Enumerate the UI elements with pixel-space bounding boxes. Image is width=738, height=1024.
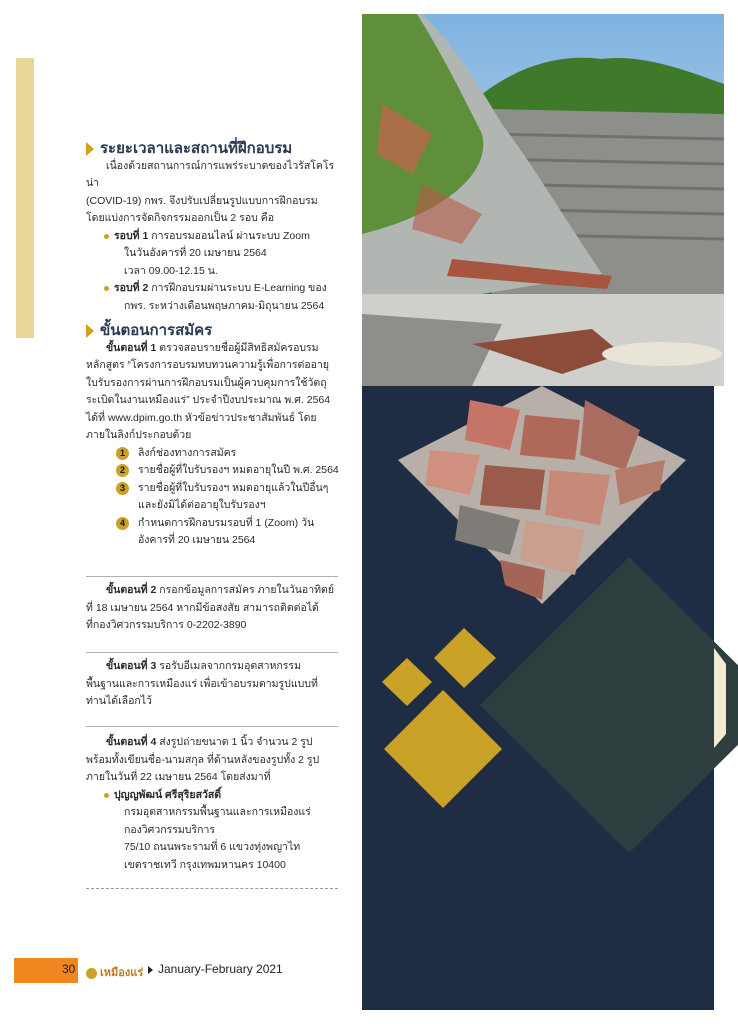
address-line: กรมอุตสาหกรรมพื้นฐานและการเหมืองแร่ [124,806,311,818]
number-badge: 4 [116,517,129,530]
logo-icon [86,968,97,979]
list-item: 3 รายชื่อผู้ที่ใบรับรองฯ หมดอายุแล้วในปีอื่นๆ [86,480,340,498]
page-number: 30 [62,962,76,976]
round-2: รอบที่ 2 การฝึกอบรมผ่านระบบ E-Learning ของ [86,280,340,298]
cream-edge-shape [714,648,726,748]
registration-steps-section: ขั้นตอนการสมัคร ขั้นตอนที่ 1 ตรวจสอบรายชื่อผู้มีสิทธิสมัครอบรม หลักสูตร “โครงการอบรมทบทวนความรู้เพื่อการต่ออายุ ใบรับรองการผ่านการฝึกอบรมเป็นผู้ควบคุมการใช้วัตถุ ระเบิดในงานเหมืองแร่” ประจำปีงบประมาณ พ.ศ. 2564 ได้ที่ www.dpim.go.th หัวข้อข่าวประชาสัมพันธ์ โดย ภายในลิงก์ประกอบด้วย 1 ลิงก์ช่องทางการสมัคร 2 รายชื่อผู้ที่ใบรับรองฯ หมดอายุในปี พ.ศ. 2564 3 รายชื่อผู้ที่ใบรับรองฯ หมดอายุแล้วในปีอื่นๆ และยังมิได้ต่ออายุใบรับรองฯ 4 กำหนดการฝึกอบรมรอบที่ 1 (Zoom) วัน อังคารที่ 20 เมษายน 2564 [86,322,339,546]
step-4: ขั้นตอนที่ 4 ส่งรูปถ่ายขนาด 1 นิ้ว จำนวน 2 รูป พร้อมทั้งเขียนชื่อ-นามสกุล ที่ด้านหลังของรูปทั้ง 2 รูป ภายในวันที่ 22 เมษายน 2564 โดยส่งมาที่ ปุญญพัฒน์ ศรีสุริยสวัสดิ์ กรมอุตสาหกรรมพื้นฐานและการเหมืองแร่ กองวิศวกรรมบริการ 75/10 ถนนพระรามที่ 6 แขวงทุ่งพญาไท เขตราชเทวี กรุงเทพมหานคร 10400 [86,734,340,874]
intro-line: เนื่องด้วยสถานการณ์การแพร่ระบาดของไวรัสโคโรน่า [86,159,335,189]
number-badge: 3 [116,482,129,495]
list-item: 2 รายชื่อผู้ที่ใบรับรองฯ หมดอายุในปี พ.ศ. 2564 [86,462,340,480]
intro-line: (COVID-19) กพร. จึงปรับเปลี่ยนรูปแบบการฝึกอบรม [86,194,318,207]
number-badge: 1 [116,447,129,460]
gold-diamond-small [434,628,496,688]
step-2: ขั้นตอนที่ 2 กรอกข้อมูลการสมัคร ภายในวันอาทิตย์ ที่ 18 เมษายน 2564 หากมีข้อสงสัย สามารถติดต่อได้ ที่กองวิศวกรรมบริการ 0-2202-3890 [86,584,335,631]
round-1: รอบที่ 1 การอบรมออนไลน์ ผ่านระบบ Zoom [86,228,340,246]
section-heading: ขั้นตอนการสมัคร [86,322,340,340]
list-item: 4 กำหนดการฝึกอบรมรอบที่ 1 (Zoom) วัน [86,515,340,533]
triangle-icon [148,966,153,974]
gray-diamond [480,557,738,853]
intro-line: โดยแบ่งการจัดกิจกรรมออกเป็น 2 รอบ คือ [86,212,275,224]
address-line: กองวิศวกรรมบริการ [124,823,216,836]
magazine-logo: เหมืองแร่ [86,963,143,981]
recipient-name: ปุญญพัฒน์ ศรีสุริยสวัสดิ์ [86,787,340,805]
step-3: ขั้นตอนที่ 3 รอรับอีเมลจากกรมอุตสาหกรรม พื้นฐานและการเหมืองแร่ เพื่อเข้าอบรมตามรูปแบบที่ ท่านได้เลือกไว้ [86,660,318,707]
address-line: เขตราชเทวี กรุงเทพมหานคร 10400 [124,858,286,871]
section-heading: ระยะเวลาและสถานที่ฝึกอบรม [86,140,340,158]
list-item: 1 ลิงก์ช่องทางการสมัคร [86,445,340,463]
issue-date: January-February 2021 [158,962,283,976]
address-line: 75/10 ถนนพระรามที่ 6 แขวงทุ่งพญาไท [124,841,301,853]
number-badge: 2 [116,464,129,477]
training-schedule-section: ระยะเวลาและสถานที่ฝึกอบรม เนื่องด้วยสถานการณ์การแพร่ระบาดของไวรัสโคโรน่า (COVID-19) กพร. จึงปรับเปลี่ยนรูปแบบการฝึกอบรม โดยแบ่งการจัดกิจกรรมออกเป็น 2 รอบ คือ รอบที่ 1 การอบรมออนไลน์ ผ่านระบบ Zoom ในวันอังคารที่ 20 เมษายน 2564 เวลา 09.00-12.15 น. รอบที่ 2 การฝึกอบรมผ่านระบบ E-Learning ของ กพร. ระหว่างเดือนพฤษภาคม-มิถุนายน 2564 [86,140,340,315]
gold-diamond-tiny [382,658,432,706]
step-1: ขั้นตอนที่ 1 ตรวจสอบรายชื่อผู้มีสิทธิสมัครอบรม [106,341,319,354]
